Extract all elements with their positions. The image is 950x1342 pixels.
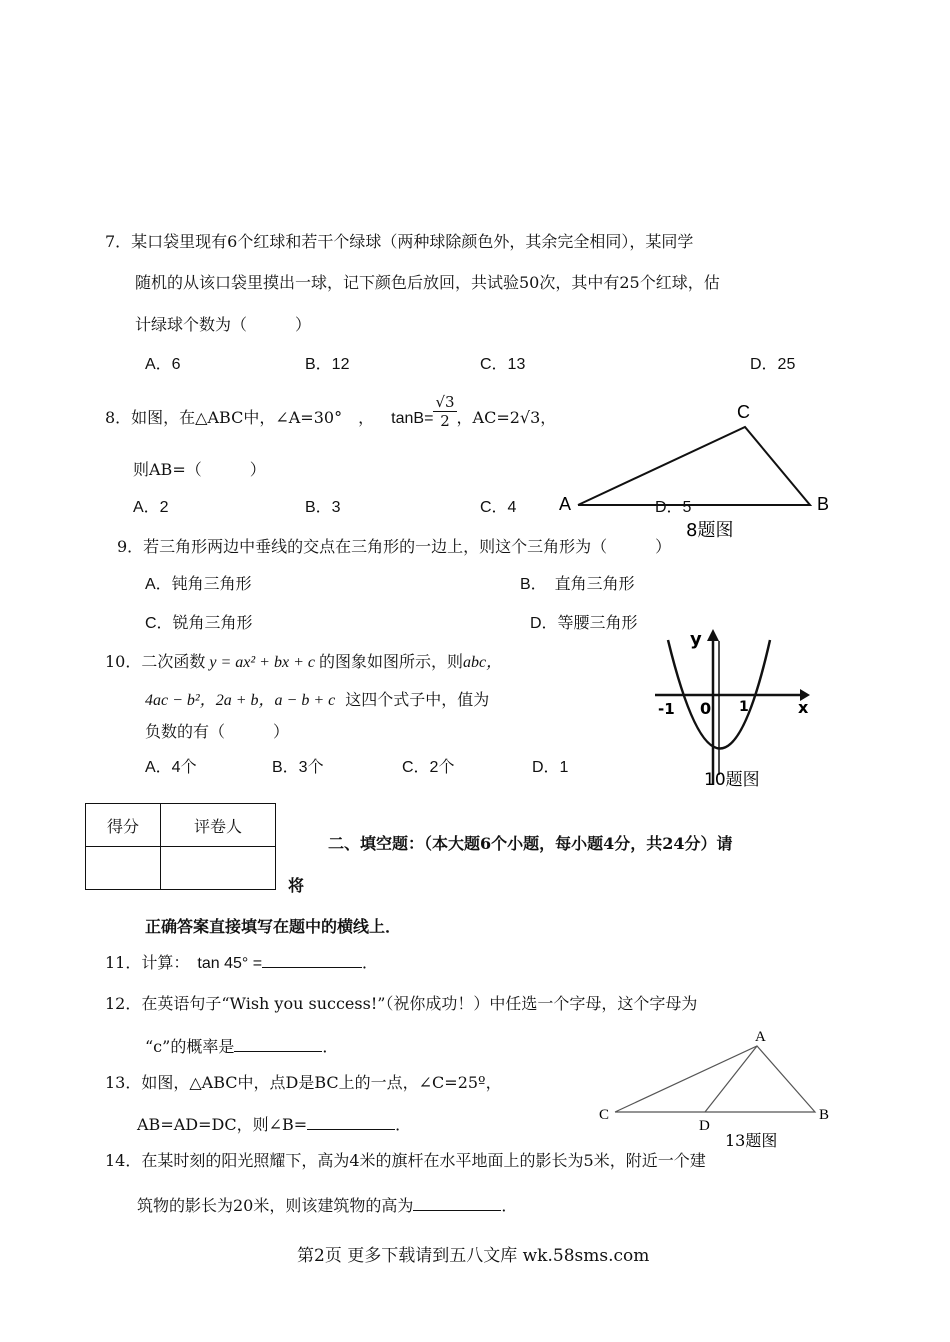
- q13-line1: 13．如图，△ABC中，点D是BC上的一点，∠C=25º，: [105, 1073, 502, 1092]
- score-cell[interactable]: [86, 847, 161, 890]
- q12-line1: 12．在英语句子“Wish you success!”（祝你成功！）中任选一个字母，这个字母为: [105, 994, 698, 1013]
- q10-pos-one-label: 1: [739, 699, 749, 715]
- q10-x-label: x: [798, 698, 809, 717]
- q10-option-a: A．4个: [145, 759, 197, 776]
- q10-option-b: B．3个: [272, 759, 324, 776]
- q10-parabola-figure: [650, 625, 820, 795]
- q12-line2-text: “c”的概率是: [145, 1037, 235, 1056]
- q8-option-a: A．2: [133, 499, 169, 516]
- q8-label-a: A: [559, 494, 572, 514]
- q11-line: [105, 951, 378, 974]
- q8-label-c: C: [737, 402, 750, 422]
- q11-expr: tan 45° =: [197, 955, 263, 972]
- section2-instruction: 正确答案直接填写在题中的横线上．: [145, 917, 402, 936]
- q13-line2-text: AB=AD=DC，则∠B=: [137, 1115, 308, 1134]
- q8-triangle-figure: [555, 398, 845, 546]
- q8-tan-num: √3: [435, 393, 455, 411]
- q7-option-c: C．13: [480, 356, 526, 373]
- q12-line2: [145, 1035, 338, 1057]
- q13-label-d: D: [699, 1118, 710, 1134]
- q10-line3: 负数的有（ ）: [145, 722, 290, 741]
- q10-line1: [105, 652, 502, 673]
- score-header: 得分: [86, 804, 161, 847]
- q10-abc: abc，: [462, 654, 503, 671]
- q8-tan-den: 2: [440, 412, 450, 430]
- q7-option-d: D．25: [750, 356, 796, 373]
- q13-triangle-edges: [615, 1046, 815, 1112]
- q10-line2: [145, 690, 489, 711]
- grader-cell[interactable]: [161, 847, 276, 890]
- q7-line3: 计绿球个数为（ ）: [135, 315, 312, 334]
- q10-expr2: ，2a + b: [199, 692, 259, 709]
- q10-option-d: D．1: [532, 759, 569, 776]
- q9-option-c: C．锐角三角形: [145, 615, 253, 632]
- q13-triangle-figure: [595, 1025, 840, 1155]
- q14-line1: 14．在某时刻的阳光照耀下，高为4米的旗杆在水平地面上的影长为5米，附近一个建: [105, 1151, 706, 1170]
- q9-option-b: B． 直角三角形: [520, 576, 635, 593]
- q8-option-b: B．3: [305, 499, 341, 516]
- q7-option-a: A．6: [145, 356, 181, 373]
- q10-prefix: 10．二次函数: [105, 652, 206, 671]
- q10-formula: y = ax² + bx + c: [209, 654, 315, 671]
- q10-expr3: ，a − b + c: [258, 692, 336, 709]
- q7-line2: 随机的从该口袋里摸出一球，记下颜色后放回，共试验50次，其中有25个红球，估: [135, 273, 720, 292]
- q8-line2: 则AB=（ ）: [133, 460, 266, 479]
- q11-prefix: 11．计算：: [105, 953, 190, 972]
- q12-suffix: ．: [322, 1037, 339, 1056]
- q8-tan-fraction: [433, 393, 456, 430]
- q8-label-b: B: [817, 494, 830, 514]
- q8-caption: 8题图: [686, 520, 734, 541]
- q10-y-label: y: [690, 629, 702, 650]
- q13-label-b: B: [819, 1107, 830, 1123]
- q11-suffix: ．: [362, 953, 379, 972]
- page-footer: 第2页 更多下载请到五八文库 wk.58sms.com: [297, 1246, 650, 1266]
- q13-answer-blank[interactable]: [307, 1113, 395, 1130]
- q8-option-c: C．4: [480, 499, 517, 516]
- q9-option-a: A．钝角三角形: [145, 576, 252, 593]
- q10-expr1: 4ac − b²: [145, 692, 200, 709]
- section2-heading-cont: 将: [288, 876, 305, 895]
- q9-line1: 9．若三角形两边中垂线的交点在三角形的一边上，则这个三角形为（ ）: [117, 537, 672, 556]
- q14-line2: [137, 1194, 517, 1216]
- q7-line1: 7．某口袋里现有6个红球和若干个绿球（两种球除颜色外，其余完全相同），某同学: [105, 232, 694, 251]
- q11-answer-blank[interactable]: [262, 951, 362, 968]
- q8-tan-label: tanB=: [391, 410, 434, 427]
- q8-triangle-edges: [578, 427, 810, 505]
- q14-line2-text: 筑物的影长为20米，则该建筑物的高为: [137, 1196, 414, 1215]
- q8-line1: [105, 393, 557, 430]
- q10-origin-label: 0: [700, 699, 712, 718]
- section2-heading: 二、填空题：（本大题6个小题，每小题4分，共24分）请: [328, 834, 733, 853]
- q8-option-d: D．5: [655, 499, 692, 516]
- q10-line2-suffix: 这四个式子中，值为: [345, 690, 490, 709]
- q10-suffix: 的图象如图所示，则: [318, 652, 463, 671]
- q13-line2: [137, 1113, 411, 1135]
- q10-caption: 10题图: [704, 770, 760, 790]
- q8-ac: ，AC=2√3，: [456, 408, 557, 427]
- grader-header: 评卷人: [161, 804, 276, 847]
- q13-suffix: ．: [395, 1115, 412, 1134]
- q14-suffix: ．: [501, 1196, 518, 1215]
- q10-option-c: C．2个: [402, 759, 455, 776]
- q12-answer-blank[interactable]: [234, 1035, 322, 1052]
- q13-label-a: A: [755, 1029, 766, 1045]
- q8-prefix: 8．如图，在△ABC中，∠A=30° ，: [105, 408, 375, 427]
- score-table: [85, 803, 276, 890]
- q13-caption: 13题图: [725, 1131, 778, 1150]
- q13-segment-ad: [705, 1046, 757, 1112]
- q13-label-c: C: [599, 1107, 610, 1123]
- q14-answer-blank[interactable]: [413, 1194, 501, 1211]
- q10-neg-one-label: -1: [658, 700, 675, 718]
- q7-option-b: B．12: [305, 356, 350, 373]
- q10-y-arrow: [707, 629, 719, 641]
- q9-option-d: D．等腰三角形: [530, 615, 638, 632]
